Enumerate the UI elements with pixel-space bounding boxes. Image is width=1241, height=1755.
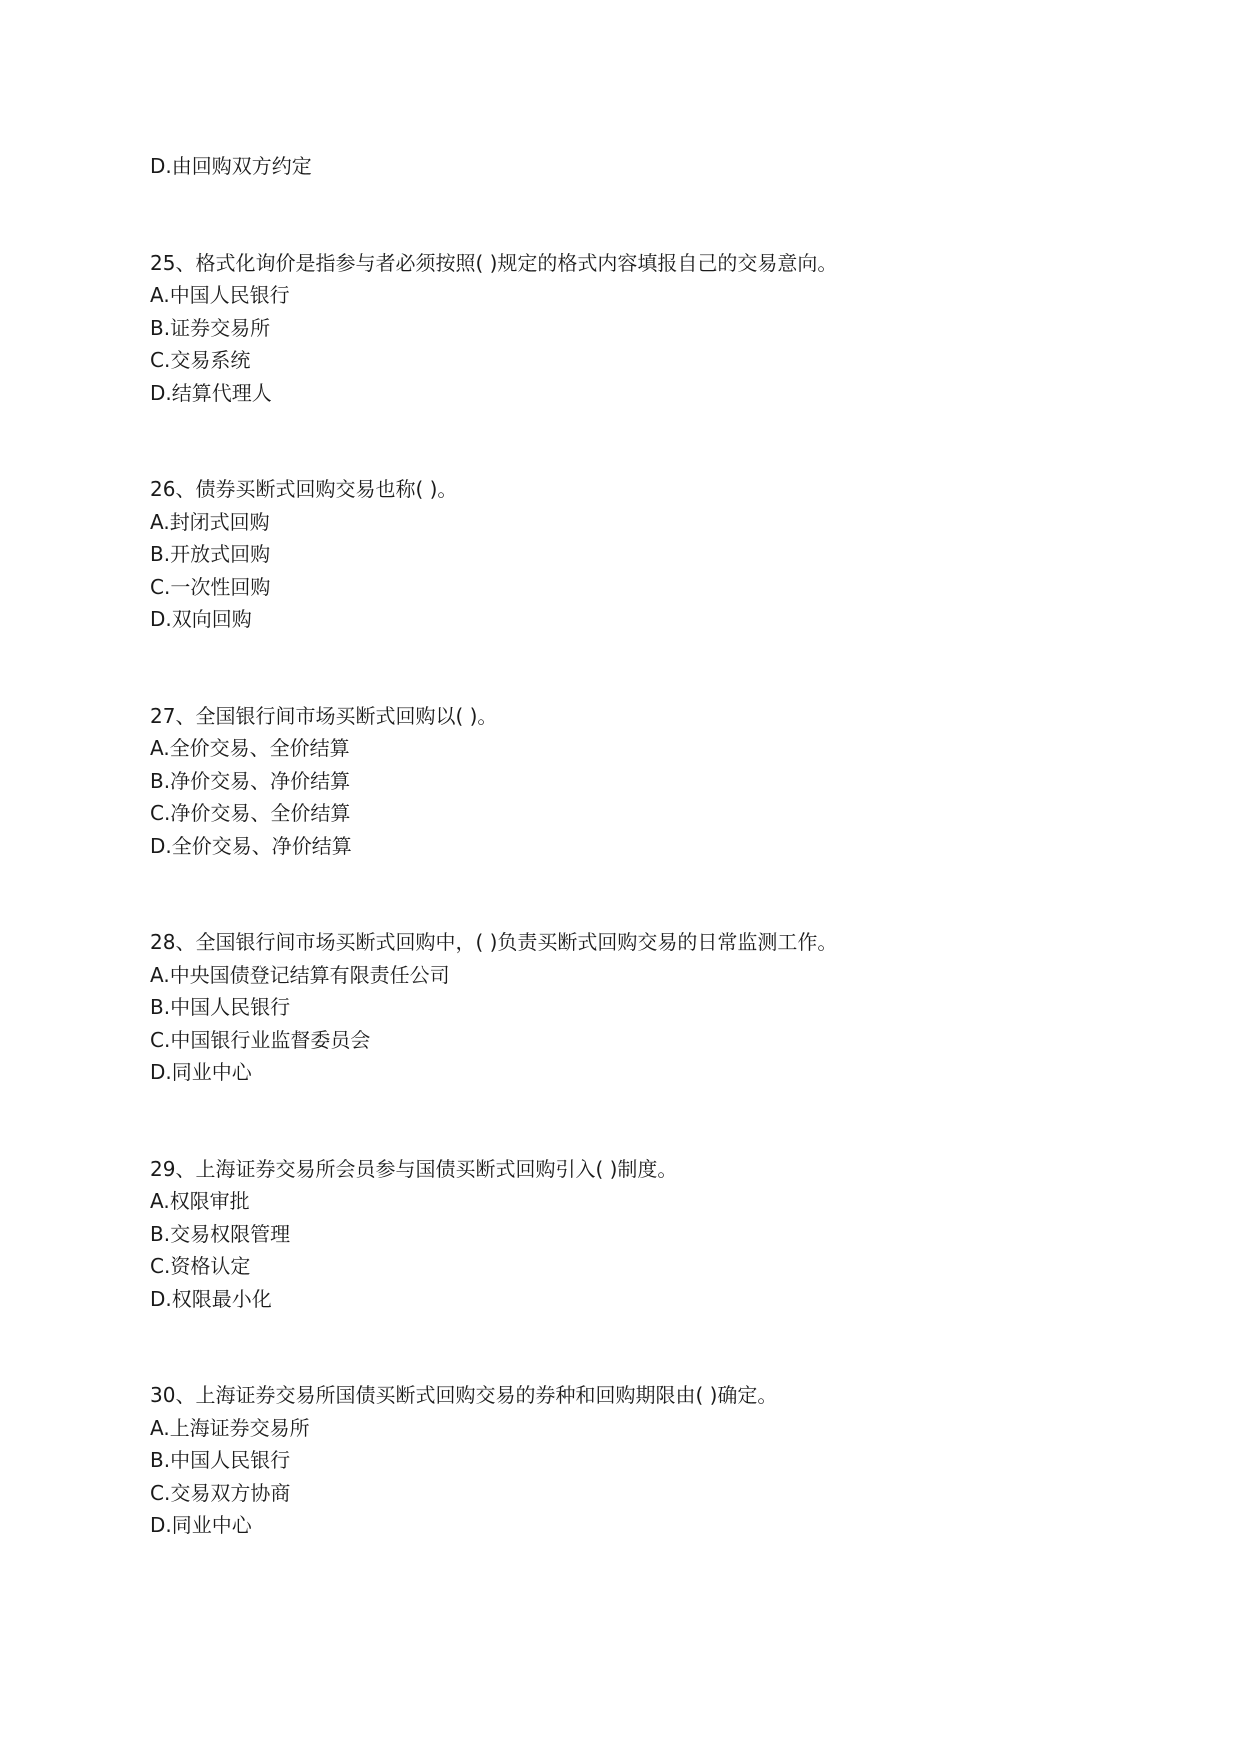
question-block <box>150 1379 1110 1542</box>
question-block <box>150 926 1110 1089</box>
option-text: D.同业中心 <box>150 1060 252 1084</box>
question-stem: 25、格式化询价是指参与者必须按照( )规定的格式内容填报自己的交易意向。 <box>150 250 838 275</box>
option-text: C.净价交易、全价结算 <box>150 801 351 825</box>
question-list <box>150 150 1110 1542</box>
option-text: B.交易权限管理 <box>150 1221 291 1246</box>
option-text: D.同业中心 <box>150 1513 252 1537</box>
option-text: B.净价交易、净价结算 <box>150 768 351 793</box>
question-block <box>150 473 1110 636</box>
option-text: A.封闭式回购 <box>150 509 270 534</box>
option-text: B.证券交易所 <box>150 315 271 340</box>
option-text: D.权限最小化 <box>150 1286 272 1311</box>
option-text: A.全价交易、全价结算 <box>150 736 350 760</box>
question-block <box>150 1153 1110 1316</box>
option-text: A.权限审批 <box>150 1189 250 1213</box>
option-text: B.中国人民银行 <box>150 1448 291 1472</box>
question-stem: 27、全国银行间市场买断式回购以( )。 <box>150 703 498 728</box>
option-text: C.交易双方协商 <box>150 1480 291 1505</box>
option-text: D.双向回购 <box>150 607 252 631</box>
option-text: A.上海证券交易所 <box>150 1415 310 1440</box>
option-text: C.中国银行业监督委员会 <box>150 1027 371 1052</box>
option-text: B.中国人民银行 <box>150 995 291 1019</box>
option-text: D.全价交易、净价结算 <box>150 833 352 858</box>
question-stem: 26、债券买断式回购交易也称( )。 <box>150 477 458 501</box>
option-text: D.结算代理人 <box>150 380 272 405</box>
option-text: C.交易系统 <box>150 348 251 372</box>
question-block <box>150 700 1110 863</box>
option-text: A.中国人民银行 <box>150 283 290 307</box>
option-text: C.一次性回购 <box>150 574 271 599</box>
option-text: C.资格认定 <box>150 1254 251 1278</box>
question-stem: 29、上海证券交易所会员参与国债买断式回购引入( )制度。 <box>150 1156 678 1181</box>
option-text: D.由回购双方约定 <box>150 154 312 178</box>
question-block <box>150 247 1110 410</box>
option-text: B.开放式回购 <box>150 542 271 566</box>
option-text: A.中央国债登记结算有限责任公司 <box>150 962 450 987</box>
question-stem: 28、全国银行间市场买断式回购中，( )负责买断式回购交易的日常监测工作。 <box>150 930 838 954</box>
question-stem: 30、上海证券交易所国债买断式回购交易的券种和回购期限由( )确定。 <box>150 1383 778 1407</box>
